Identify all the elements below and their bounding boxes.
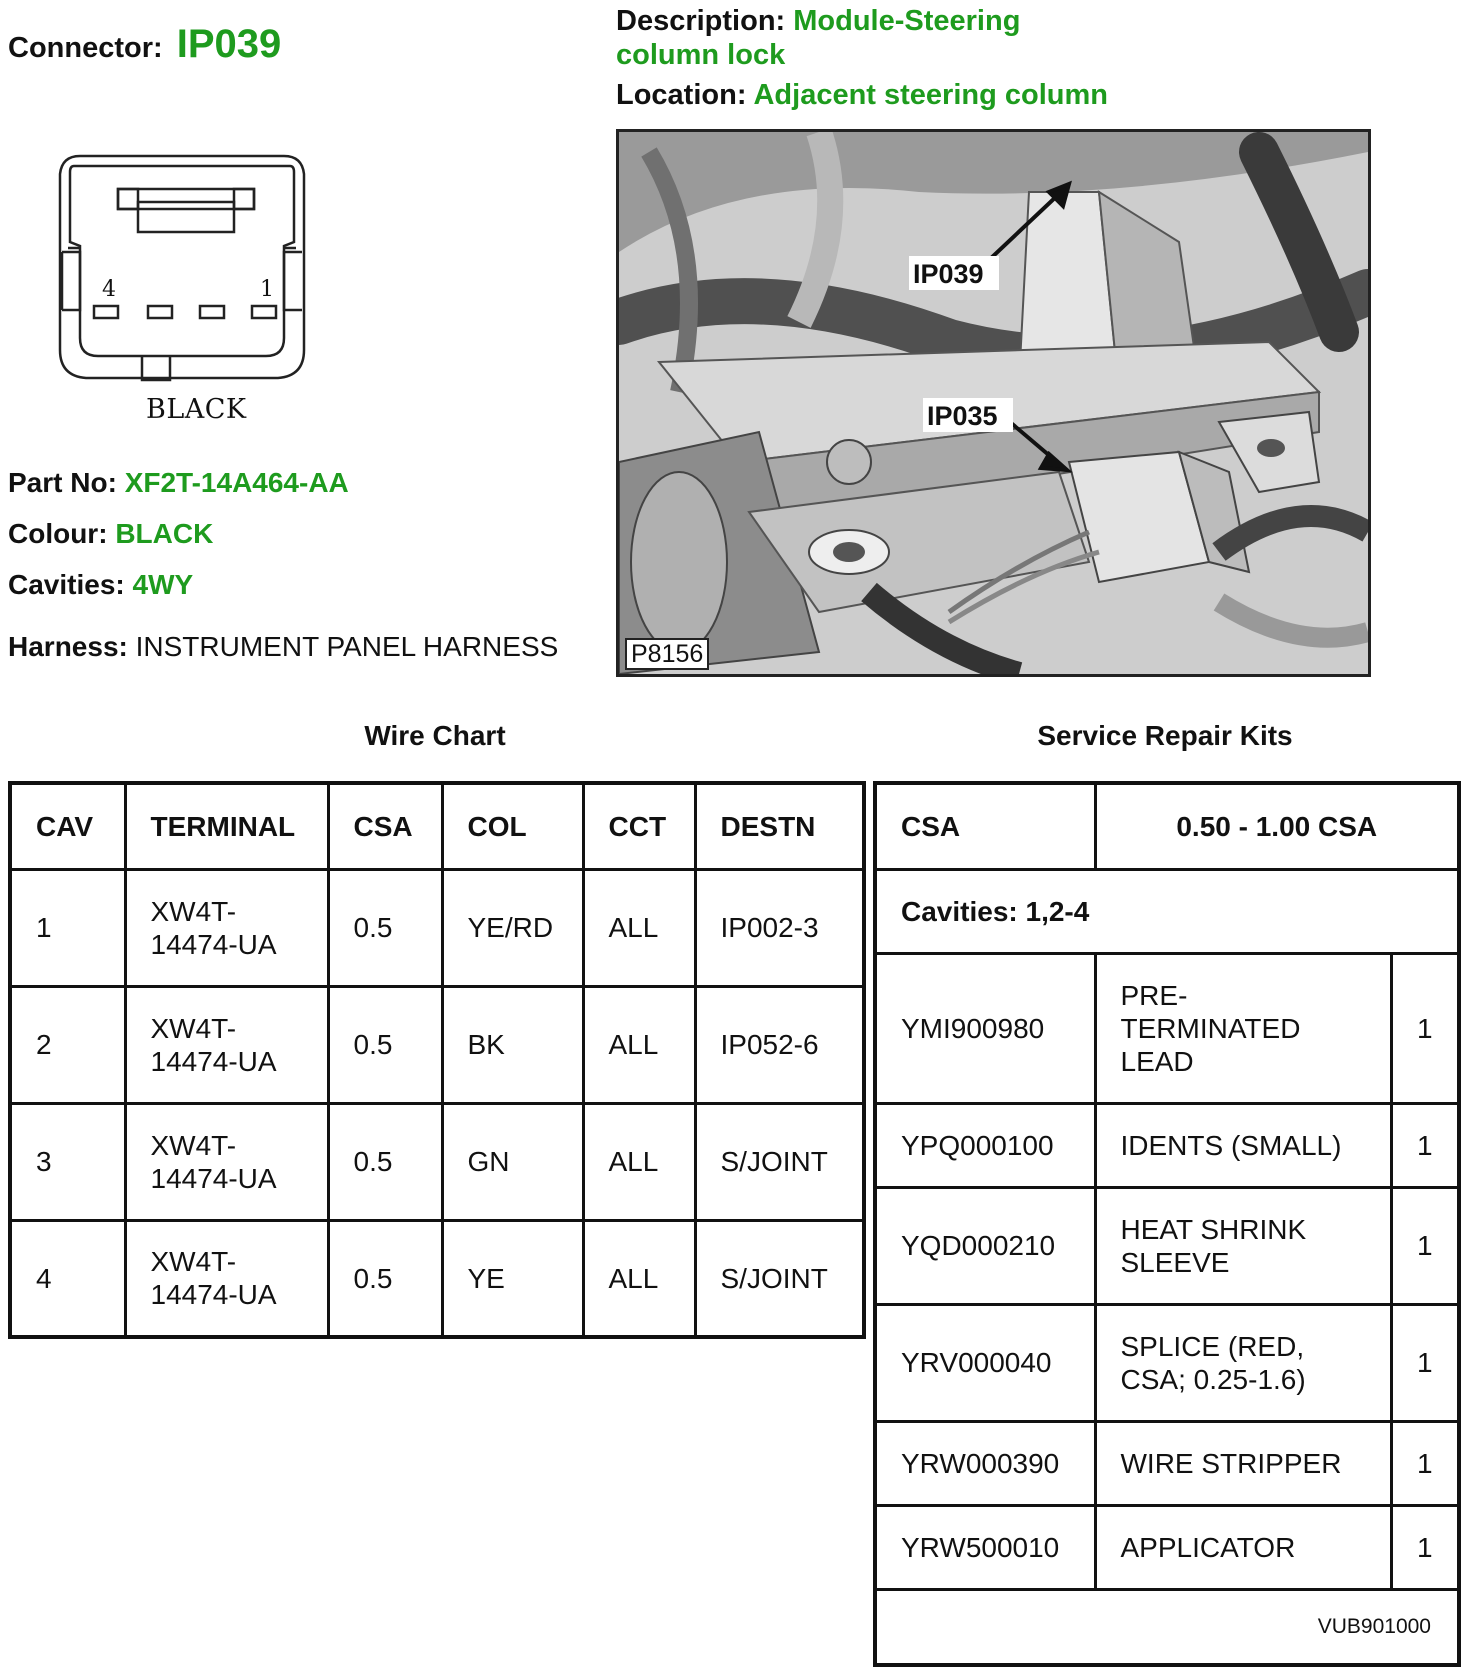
terminal-line2: 14474-UA	[150, 1162, 277, 1194]
kit-description	[1095, 1304, 1391, 1421]
kit-desc-line1: PRE-	[1120, 979, 1188, 1011]
cell-csa: 0.5	[328, 1220, 442, 1337]
location-value: Adjacent steering column	[753, 79, 1108, 111]
wire-chart-header-row	[10, 783, 864, 869]
harness-value: INSTRUMENT PANEL HARNESS	[135, 631, 559, 662]
harness	[8, 631, 558, 663]
kit-description	[1095, 1103, 1391, 1187]
kit-reference: VUB901000	[875, 1589, 1459, 1665]
cell-csa: 0.5	[328, 986, 442, 1103]
terminal-line2: 14474-UA	[150, 928, 277, 960]
kit-desc-line1: HEAT SHRINK	[1120, 1213, 1307, 1245]
kit-desc-line2: SLEEVE	[1120, 1246, 1230, 1278]
kit-qty: 1	[1391, 1103, 1459, 1187]
kit-qty: 1	[1391, 1421, 1459, 1505]
kit-qty: 1	[1391, 1187, 1459, 1304]
cell-destn: S/JOINT	[695, 1103, 864, 1220]
kit-desc-line1: SPLICE (RED,	[1120, 1330, 1305, 1362]
kit-code: YMI900980	[875, 953, 1095, 1103]
cell-destn: IP052-6	[695, 986, 864, 1103]
table-row	[10, 1103, 864, 1220]
kit-cavities: Cavities: 1,2-4	[875, 869, 1459, 953]
kit-description	[1095, 953, 1391, 1103]
colour	[8, 518, 213, 550]
photo-reference: P8156	[625, 638, 709, 670]
kit-description	[1095, 1187, 1391, 1304]
header-terminal: TERMINAL	[125, 783, 328, 869]
header-cct: CCT	[583, 783, 695, 869]
cell-cct: ALL	[583, 869, 695, 986]
cell-cct: ALL	[583, 1220, 695, 1337]
location	[616, 79, 1108, 112]
connector-id: IP039	[176, 22, 282, 66]
cell-csa: 0.5	[328, 1103, 442, 1220]
repair-kits-reference-row	[875, 1589, 1459, 1665]
kit-desc-line1: APPLICATOR	[1120, 1531, 1296, 1563]
table-row	[10, 869, 864, 986]
header-destn: DESTN	[695, 783, 864, 869]
connector-label: Connector:	[8, 32, 163, 64]
terminal-line2: 14474-UA	[150, 1045, 277, 1077]
connector-heading	[8, 22, 281, 67]
terminal-line1: XW4T-	[150, 1129, 237, 1161]
header-kit-csa: CSA	[875, 783, 1095, 869]
repair-kits-header-row	[875, 783, 1459, 869]
kit-code: YRW000390	[875, 1421, 1095, 1505]
terminal-line1: XW4T-	[150, 895, 237, 927]
colour-value: BLACK	[115, 518, 214, 549]
table-row	[875, 1505, 1459, 1589]
kit-description	[1095, 1505, 1391, 1589]
cell-cav: 3	[10, 1103, 125, 1220]
connector-pin-4-label: 4	[102, 277, 116, 302]
kit-desc-line1: IDENTS (SMALL)	[1120, 1129, 1342, 1161]
cell-destn: IP002-3	[695, 869, 864, 986]
repair-kits-cavities-row	[875, 869, 1459, 953]
part-no	[8, 467, 349, 499]
wire-chart-title: Wire Chart	[364, 720, 506, 751]
kit-code: YQD000210	[875, 1187, 1095, 1304]
table-row	[875, 1304, 1459, 1421]
callout-ip035: IP035	[927, 401, 998, 431]
terminal-line1: XW4T-	[150, 1012, 237, 1044]
description-value-line2: column lock	[616, 39, 786, 71]
table-row	[875, 1421, 1459, 1505]
kit-code: YPQ000100	[875, 1103, 1095, 1187]
cell-cct: ALL	[583, 986, 695, 1103]
connector-face-icon	[52, 150, 332, 390]
table-row	[10, 986, 864, 1103]
description-label: Description:	[616, 5, 786, 37]
cell-col: GN	[442, 1103, 583, 1220]
kit-qty: 1	[1391, 953, 1459, 1103]
cavities	[8, 569, 193, 601]
header-cav: CAV	[10, 783, 125, 869]
wire-chart-table	[8, 781, 866, 1339]
kit-qty: 1	[1391, 1304, 1459, 1421]
cell-terminal	[125, 1103, 328, 1220]
cell-col: YE/RD	[442, 869, 583, 986]
table-row	[875, 953, 1459, 1103]
kit-desc-line2: CSA; 0.25-1.6)	[1120, 1363, 1306, 1395]
part-no-label: Part No:	[8, 467, 117, 498]
kit-desc-line1: WIRE STRIPPER	[1120, 1447, 1342, 1479]
cell-destn: S/JOINT	[695, 1220, 864, 1337]
connector-face-diagram	[52, 150, 332, 390]
callout-ip039: IP039	[913, 259, 984, 289]
terminal-line1: XW4T-	[150, 1246, 237, 1278]
header-col: COL	[442, 783, 583, 869]
cell-cav: 4	[10, 1220, 125, 1337]
header-csa-range: 0.50 - 1.00 CSA	[1095, 783, 1459, 869]
table-row	[10, 1220, 864, 1337]
header-csa: CSA	[328, 783, 442, 869]
cell-cav: 2	[10, 986, 125, 1103]
cavities-label: Cavities:	[8, 569, 125, 600]
cell-col: BK	[442, 986, 583, 1103]
kit-desc-line3: LEAD	[1120, 1045, 1194, 1077]
connector-color-label: BLACK	[146, 394, 247, 425]
connector-pin-1-label: 1	[260, 277, 274, 302]
cell-terminal	[125, 1220, 328, 1337]
kit-code: YRV000040	[875, 1304, 1095, 1421]
kit-qty: 1	[1391, 1505, 1459, 1589]
location-label: Location:	[616, 79, 747, 111]
kit-desc-line2: TERMINATED	[1120, 1012, 1301, 1044]
repair-kits-table	[873, 781, 1461, 1667]
kit-code: YRW500010	[875, 1505, 1095, 1589]
colour-label: Colour:	[8, 518, 108, 549]
cell-csa: 0.5	[328, 869, 442, 986]
cell-cav: 1	[10, 869, 125, 986]
part-no-value: XF2T-14A464-AA	[124, 467, 349, 498]
cell-col: YE	[442, 1220, 583, 1337]
cavities-value: 4WY	[132, 569, 194, 600]
table-row	[875, 1103, 1459, 1187]
repair-kits-title: Service Repair Kits	[1037, 720, 1293, 751]
kit-description	[1095, 1421, 1391, 1505]
cell-terminal	[125, 869, 328, 986]
harness-label: Harness:	[8, 631, 128, 662]
cell-cct: ALL	[583, 1103, 695, 1220]
description-value-line1: Module-Steering	[793, 5, 1021, 37]
location-photo	[616, 129, 1371, 677]
description	[616, 4, 1020, 72]
cell-terminal	[125, 986, 328, 1103]
table-row	[875, 1187, 1459, 1304]
steering-column-illustration	[619, 132, 1368, 674]
terminal-line2: 14474-UA	[150, 1279, 277, 1311]
